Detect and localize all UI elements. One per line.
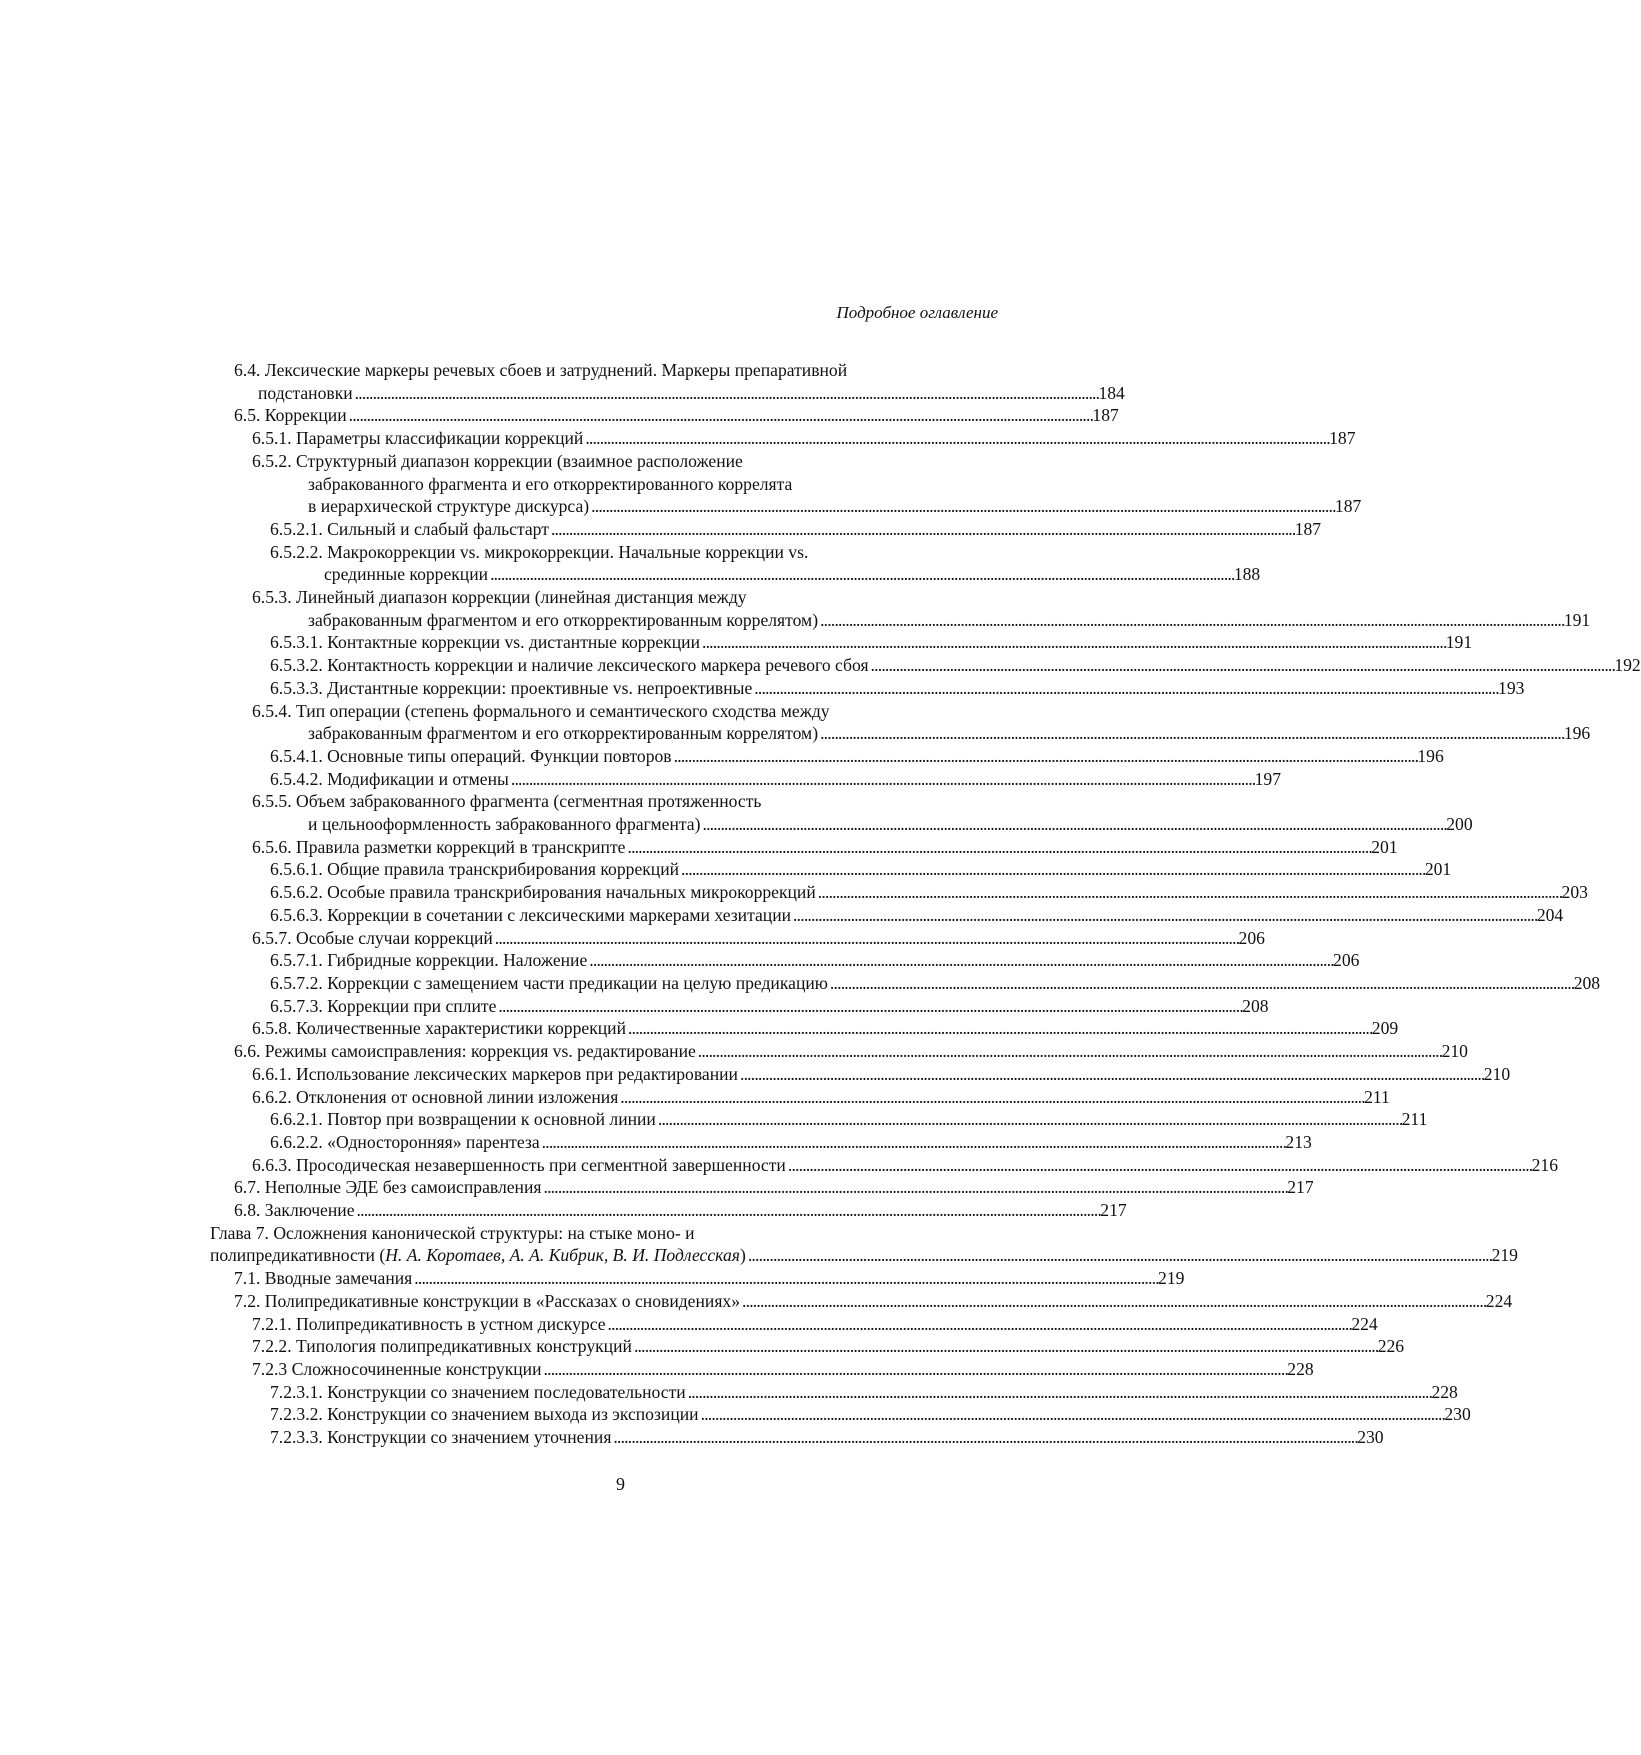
toc-entry-title: 6.5.2.1. Сильный и слабый фальстарт (270, 518, 549, 539)
toc-entry-title: 6.5.3. Линейный диапазон коррекции (линейная дистанция между (252, 587, 747, 608)
toc-entry[interactable] (270, 745, 1444, 768)
toc-entry-title: 6.6.2. Отклонения от основной линии изложения (252, 1086, 619, 1107)
toc-entry-title: 7.1. Вводные замечания (234, 1268, 413, 1289)
dot-leader (748, 1244, 1491, 1267)
toc-page-number: 187 (1092, 405, 1119, 426)
toc-entry[interactable] (270, 654, 1641, 677)
toc-page-number: 193 (1498, 677, 1525, 698)
dot-leader (634, 1335, 1377, 1358)
toc-entry-title: 6.6.2.2. «Односторонняя» парентеза (270, 1131, 540, 1152)
toc-entry-title: забракованного фрагмента и его откорректированного коррелята (308, 473, 793, 494)
dot-leader (688, 1381, 1431, 1404)
toc-entry-title: 6.5.3.3. Дистантные коррекции: проективные vs. непроективные (270, 677, 753, 698)
toc-page-number: 217 (1100, 1200, 1127, 1221)
toc-entry[interactable] (270, 768, 1281, 791)
toc-page-number: 211 (1364, 1086, 1390, 1107)
toc-page-number: 219 (1158, 1268, 1185, 1289)
toc-page-number: 196 (1417, 745, 1444, 766)
toc-entry-title: 7.2.3 Сложносочиненные конструкции (252, 1358, 542, 1379)
dot-leader (349, 404, 1092, 427)
toc-entry-title: 7.2.1. Полипредикативность в устном дискурсе (252, 1313, 606, 1334)
dot-leader (414, 1267, 1157, 1290)
toc-entry-title: 6.5.3.1. Контактные коррекции vs. дистантные коррекции (270, 632, 700, 653)
toc-page-number: 201 (1424, 859, 1452, 880)
toc-entry-title: подстановки (258, 382, 353, 403)
toc-entry[interactable] (252, 790, 1473, 835)
toc-entry-title: забракованным фрагментом и его откорректированным коррелятом) (308, 609, 819, 630)
dot-leader (658, 1108, 1401, 1131)
toc-entry-title: 6.6.1. Использование лексических маркеров при редактировании (252, 1063, 738, 1084)
dot-leader (591, 495, 1334, 518)
dot-leader (585, 427, 1328, 450)
dot-leader (788, 1154, 1531, 1177)
toc-entry[interactable] (252, 836, 1398, 859)
toc-entry[interactable] (270, 904, 1564, 927)
toc-entry[interactable] (252, 1086, 1390, 1109)
toc-entry[interactable] (252, 1063, 1511, 1086)
dot-leader (589, 949, 1332, 972)
toc-page-number: 187 (1334, 496, 1362, 517)
dot-leader (830, 972, 1573, 995)
dot-leader (701, 1403, 1444, 1426)
toc-entry[interactable] (270, 1108, 1428, 1131)
toc-entry-title: в иерархической структуре дискурса) (308, 496, 590, 517)
toc-entry-title: 6.5.6.2. Особые правила транскрибирования начальных микрокоррекций (270, 882, 816, 903)
running-header: Подробное оглавление (836, 303, 998, 322)
dot-leader (742, 1290, 1485, 1313)
table-of-contents (210, 359, 1641, 1449)
toc-entry[interactable] (252, 1358, 1314, 1381)
toc-page-number: 191 (1563, 609, 1591, 630)
toc-page-number: 187 (1294, 518, 1322, 539)
chapter-authors: Н. А. Коротаев, А. А. Кибрик, В. И. Подлесская (385, 1245, 740, 1266)
toc-entry[interactable] (270, 518, 1322, 541)
toc-page-number: 208 (1242, 995, 1269, 1016)
toc-entry-title: 6.4. Лексические маркеры речевых сбоев и затруднений. Маркеры препаративной (234, 360, 848, 380)
toc-page-number: 224 (1485, 1290, 1513, 1311)
toc-entry-title: 7.2.2. Типология полипредикативных конструкций (252, 1336, 632, 1357)
toc-entry-title: 6.5.7. Особые случаи коррекций (252, 927, 493, 948)
dot-leader (627, 836, 1370, 859)
dot-leader (820, 609, 1563, 632)
toc-page-number: 230 (1444, 1404, 1471, 1425)
toc-entry-title: 6.7. Неполные ЭДЕ без самоисправления (234, 1177, 542, 1198)
toc-entry[interactable] (234, 1176, 1314, 1199)
dot-leader (681, 858, 1424, 881)
dot-leader (793, 904, 1536, 927)
toc-entry-title: 7.2.3.1. Конструкции со значением последовательности (270, 1381, 686, 1402)
toc-entry[interactable] (234, 1199, 1127, 1222)
toc-entry[interactable] (234, 1267, 1185, 1290)
dot-leader (871, 654, 1614, 677)
dot-leader (628, 1017, 1371, 1040)
toc-entry[interactable] (234, 404, 1119, 427)
toc-page-number: 226 (1377, 1336, 1405, 1357)
toc-entry[interactable] (252, 700, 1591, 745)
toc-entry-title: 7.2. Полипредикативные конструкции в «Рассказах о сновидениях» (234, 1290, 741, 1311)
toc-page-number: 209 (1371, 1018, 1399, 1039)
toc-entry-title: 6.5.5. Объем забракованного фрагмента (сегментная протяженность (252, 791, 762, 812)
toc-entry-title: 6.5.7.2. Коррекции с замещением части предикации на целую предикацию (270, 972, 828, 993)
toc-entry-title: забракованным фрагментом и его откорректированным коррелятом) (308, 723, 819, 744)
dot-leader (543, 1176, 1286, 1199)
toc-page-number: 228 (1287, 1358, 1314, 1379)
toc-entry[interactable] (252, 450, 1362, 518)
dot-leader (357, 1199, 1100, 1222)
dot-leader (740, 1063, 1483, 1086)
toc-page-number: 230 (1357, 1427, 1384, 1448)
toc-entry[interactable] (252, 927, 1265, 950)
toc-page-number: 192 (1614, 655, 1641, 676)
toc-entry[interactable] (252, 427, 1356, 450)
dot-leader (608, 1313, 1351, 1336)
toc-entry-title: 7.2.3.3. Конструкции со значением уточнения (270, 1427, 612, 1448)
toc-entry-title: 6.5.4.1. Основные типы операций. Функции повторов (270, 745, 672, 766)
toc-page-number: 191 (1445, 632, 1473, 653)
toc-entry-title: срединные коррекции (324, 564, 489, 585)
toc-entry[interactable] (270, 631, 1473, 654)
toc-page-number: 188 (1233, 564, 1261, 585)
toc-page-number: 201 (1371, 836, 1398, 857)
toc-page-number: 216 (1531, 1154, 1558, 1175)
toc-entry[interactable] (210, 1222, 1518, 1267)
toc-entry[interactable] (234, 1290, 1513, 1313)
toc-entry-title: 7.2.3.2. Конструкции со значением выхода из экспозиции (270, 1404, 699, 1425)
dot-leader (754, 677, 1497, 700)
toc-entry-title: Глава 7. Осложнения канонической структуры: на стыке моно- и (210, 1222, 695, 1243)
page-number: 9 (616, 1474, 625, 1494)
toc-page-number: 217 (1287, 1177, 1314, 1198)
dot-leader (702, 631, 1445, 654)
toc-page-number: 200 (1446, 814, 1473, 835)
toc-entry[interactable] (270, 677, 1525, 700)
toc-entry[interactable] (270, 1426, 1384, 1449)
toc-page-number: 187 (1329, 428, 1356, 449)
toc-entry-title: полипредикативности (Н. А. Коротаев, А. А. Кибрик, В. И. Подлесская) (210, 1245, 746, 1266)
toc-entry-title: 6.6. Режимы самоисправления: коррекция vs. редактирование (234, 1041, 696, 1062)
toc-entry[interactable] (270, 541, 1261, 586)
toc-page-number: 203 (1561, 882, 1588, 903)
toc-entry[interactable] (252, 586, 1591, 631)
toc-entry-title: 6.5.8. Количественные характеристики коррекций (252, 1018, 626, 1039)
dot-leader (620, 1086, 1363, 1109)
dot-leader (511, 768, 1254, 791)
dot-leader (498, 995, 1241, 1018)
toc-entry-title: 6.5.2.2. Макрокоррекции vs. микрокоррекции. Начальные коррекции vs. (270, 541, 809, 562)
dot-leader (542, 1131, 1285, 1154)
dot-leader (495, 927, 1238, 950)
toc-entry-title: 6.5.2. Структурный диапазон коррекции (взаимное расположение (252, 450, 743, 471)
toc-entry[interactable] (252, 1335, 1405, 1358)
toc-page-number: 184 (1098, 382, 1125, 403)
dot-leader (818, 881, 1561, 904)
dot-leader (355, 382, 1098, 405)
toc-entry-title: 6.5.6.3. Коррекции в сочетании с лексическими маркерами хезитации (270, 904, 792, 925)
toc-page-number: 228 (1431, 1381, 1458, 1402)
dot-leader (674, 745, 1417, 768)
toc-entry-title: и цельнооформленность забракованного фрагмента) (308, 814, 701, 835)
toc-entry-title: 6.8. Заключение (234, 1200, 355, 1221)
toc-entry[interactable] (270, 972, 1601, 995)
toc-entry-title: 6.5.3.2. Контактность коррекции и наличие лексического маркера речевого сбоя (270, 655, 869, 676)
toc-entry-title: 6.6.2.1. Повтор при возвращении к основной линии (270, 1109, 656, 1130)
toc-entry[interactable] (252, 1154, 1558, 1177)
toc-entry[interactable] (270, 858, 1452, 881)
toc-entry[interactable] (234, 359, 1125, 404)
toc-entry-title: 6.5.7.3. Коррекции при сплите (270, 995, 497, 1016)
dot-leader (490, 563, 1233, 586)
toc-entry-title: 6.6.3. Просодическая незавершенность при сегментной завершенности (252, 1154, 786, 1175)
toc-entry-title: 6.5.6.1. Общие правила транскрибирования коррекций (270, 859, 680, 880)
toc-entry[interactable] (270, 1403, 1471, 1426)
toc-entry-title: 6.5.1. Параметры классификации коррекций (252, 428, 584, 449)
toc-page-number: 196 (1563, 723, 1591, 744)
dot-leader (544, 1358, 1287, 1381)
dot-leader (702, 813, 1445, 836)
toc-entry[interactable] (270, 881, 1588, 904)
toc-entry[interactable] (270, 1381, 1458, 1404)
toc-entry-title: 6.5. Коррекции (234, 405, 347, 426)
toc-page-number: 213 (1285, 1131, 1312, 1152)
toc-page-number: 210 (1441, 1041, 1468, 1062)
toc-entry[interactable] (270, 995, 1269, 1018)
toc-page-number: 224 (1351, 1313, 1378, 1334)
toc-page-number: 206 (1238, 927, 1265, 948)
toc-entry-title: 6.5.6. Правила разметки коррекций в транскрипте (252, 836, 626, 857)
dot-leader (820, 722, 1563, 745)
toc-entry-title: 6.5.4.2. Модификации и отмены (270, 768, 509, 789)
toc-page-number: 197 (1254, 768, 1281, 789)
dot-leader (551, 518, 1294, 541)
toc-entry[interactable] (252, 1313, 1378, 1336)
toc-page-number: 210 (1483, 1063, 1511, 1084)
toc-entry[interactable] (270, 949, 1360, 972)
toc-entry[interactable] (270, 1131, 1312, 1154)
toc-entry-title: 6.5.4. Тип операции (степень формального и семантического сходства между (252, 700, 830, 721)
toc-page-number: 211 (1401, 1109, 1428, 1130)
dot-leader (698, 1040, 1441, 1063)
dot-leader (613, 1426, 1356, 1449)
toc-page-number: 204 (1536, 904, 1564, 925)
toc-entry[interactable] (234, 1040, 1468, 1063)
toc-page-number: 206 (1333, 950, 1360, 971)
toc-page-number: 219 (1491, 1245, 1518, 1266)
toc-entry-title: 6.5.7.1. Гибридные коррекции. Наложение (270, 950, 588, 971)
toc-entry[interactable] (252, 1017, 1399, 1040)
toc-page-number: 208 (1573, 972, 1601, 993)
